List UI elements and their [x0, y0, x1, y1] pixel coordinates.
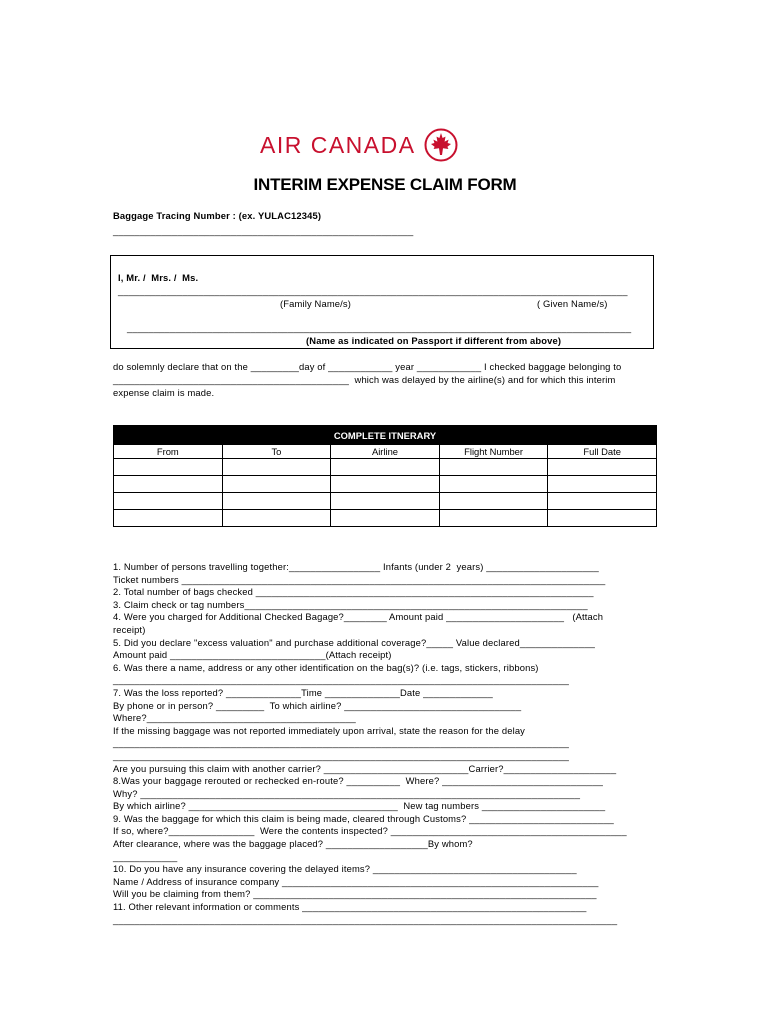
question-line[interactable]: 7. Was the loss reported? ______________Time ______________Date _____________	[113, 686, 493, 698]
table-cell[interactable]	[114, 459, 223, 476]
table-row	[114, 493, 657, 510]
given-name-label: ( Given Name/s)	[537, 298, 608, 309]
table-cell[interactable]	[439, 510, 548, 527]
table-cell[interactable]	[331, 493, 440, 510]
question-line[interactable]: 5. Did you declare "excess valuation" and purchase additional coverage?_____ Value declared______________	[113, 636, 595, 648]
logo-text: AIR CANADA	[260, 131, 416, 158]
table-cell[interactable]	[222, 459, 331, 476]
declaration-line: expense claim is made.	[113, 387, 215, 398]
passport-name-field[interactable]: ______________________________________________________________________________________________	[127, 322, 632, 333]
question-line[interactable]: Amount paid _____________________________(Attach receipt)	[113, 649, 392, 661]
question-line[interactable]: 9. Was the baggage for which this claim is being made, cleared through Customs? ___________________________	[113, 812, 614, 824]
declaration-line: ____________________________________________ which was delayed by the airline(s) and for which this interim	[113, 374, 616, 385]
tracing-number-label: Baggage Tracing Number : (ex. YULAC12345)	[113, 210, 322, 221]
table-cell[interactable]	[331, 510, 440, 527]
question-line[interactable]: Why? __________________________________________________________________________________	[113, 787, 581, 799]
question-line: If the missing baggage was not reported immediately upon arrival, state the reason for the delay	[113, 724, 526, 736]
itinerary-table	[113, 425, 657, 527]
question-line[interactable]: By phone or in person? _________ To which airline? _________________________________	[113, 699, 522, 711]
table-cell[interactable]	[439, 459, 548, 476]
table-cell[interactable]	[548, 459, 657, 476]
question-line[interactable]: 2. Total number of bags checked _______________________________________________________________	[113, 586, 594, 598]
table-cell[interactable]	[548, 493, 657, 510]
table-cell[interactable]	[439, 493, 548, 510]
question-line[interactable]: Ticket numbers _______________________________________________________________________________	[113, 573, 606, 585]
question-line[interactable]: _____________________________________________________________________________________	[113, 749, 569, 761]
table-cell[interactable]	[439, 476, 548, 493]
question-line[interactable]: 4. Were you charged for Additional Checked Bagage?________ Amount paid ______________________ (Attach	[113, 611, 604, 623]
question-line[interactable]: Where?_______________________________________	[113, 712, 356, 724]
table-cell[interactable]	[114, 493, 223, 510]
table-cell[interactable]	[114, 510, 223, 527]
table-cell[interactable]	[331, 476, 440, 493]
question-line[interactable]: After clearance, where was the baggage placed? ___________________By whom?	[113, 838, 473, 850]
question-line[interactable]: Will you be claiming from them? ________________________________________________________________	[113, 888, 597, 900]
question-line[interactable]: ____________	[113, 850, 178, 862]
question-line[interactable]: 1. Number of persons travelling together:_________________ Infants (under 2 years) _____________________	[113, 561, 599, 572]
table-row	[114, 459, 657, 476]
column-header-to: To	[222, 445, 331, 459]
tracing-number-field[interactable]: ________________________________________________________	[113, 225, 414, 236]
passport-name-label: (Name as indicated on Passport if different from above)	[306, 335, 562, 346]
declaration-line: do solemnly declare that on the _________day of ____________ year ____________ I checked baggage belonging to	[113, 361, 622, 372]
question-line[interactable]: 8.Was your baggage rerouted or rechecked en-route? __________ Where? ______________________________	[113, 775, 604, 787]
table-cell[interactable]	[548, 510, 657, 527]
question-line[interactable]: 11. Other relevant information or comments _____________________________________________________	[113, 901, 587, 913]
question-line[interactable]: Are you pursuing this claim with another carrier? ___________________________Carrier?_____________________	[113, 762, 617, 774]
table-cell[interactable]	[222, 510, 331, 527]
family-name-label: (Family Name/s)	[280, 298, 352, 309]
question-line[interactable]: ______________________________________________________________________________________________	[113, 913, 618, 925]
question-line[interactable]: _____________________________________________________________________________________	[113, 737, 569, 749]
air-canada-logo	[260, 128, 458, 162]
question-line[interactable]: If so, where?________________ Were the contents inspected? ____________________________________________	[113, 825, 627, 837]
table-cell[interactable]	[331, 459, 440, 476]
column-header-from: From	[114, 445, 223, 459]
question-line[interactable]: 10. Do you have any insurance covering the delayed items? ______________________________________	[113, 863, 577, 875]
column-header-airline: Airline	[331, 445, 440, 459]
question-line[interactable]: By which airline? _______________________________________ New tag numbers _______________________	[113, 800, 606, 812]
question-line[interactable]: Name / Address of insurance company ___________________________________________________________	[113, 875, 599, 887]
question-line: 6. Was there a name, address or any other identification on the bag(s)? (i.e. tags, stickers, ribbons)	[113, 661, 539, 673]
question-line[interactable]: 3. Claim check or tag numbers________________________________________________________________	[113, 598, 588, 610]
table-row	[114, 476, 657, 493]
maple-leaf-icon	[424, 128, 458, 162]
table-cell[interactable]	[222, 476, 331, 493]
form-title: INTERIM EXPENSE CLAIM FORM	[253, 175, 517, 194]
table-row	[114, 510, 657, 527]
column-header-full-date: Full Date	[548, 445, 657, 459]
questions-section	[113, 561, 673, 926]
table-cell[interactable]	[222, 493, 331, 510]
question-line[interactable]: _____________________________________________________________________________________	[113, 674, 569, 686]
table-cell[interactable]	[114, 476, 223, 493]
table-cell[interactable]	[548, 476, 657, 493]
column-header-flight-number: Flight Number	[439, 445, 548, 459]
salutation-label: I, Mr. / Mrs. / Ms.	[118, 272, 199, 283]
itinerary-title: COMPLETE ITNERARY	[114, 426, 657, 445]
question-line: receipt)	[113, 623, 146, 635]
name-field[interactable]: _______________________________________________________________________________________________	[118, 285, 628, 296]
